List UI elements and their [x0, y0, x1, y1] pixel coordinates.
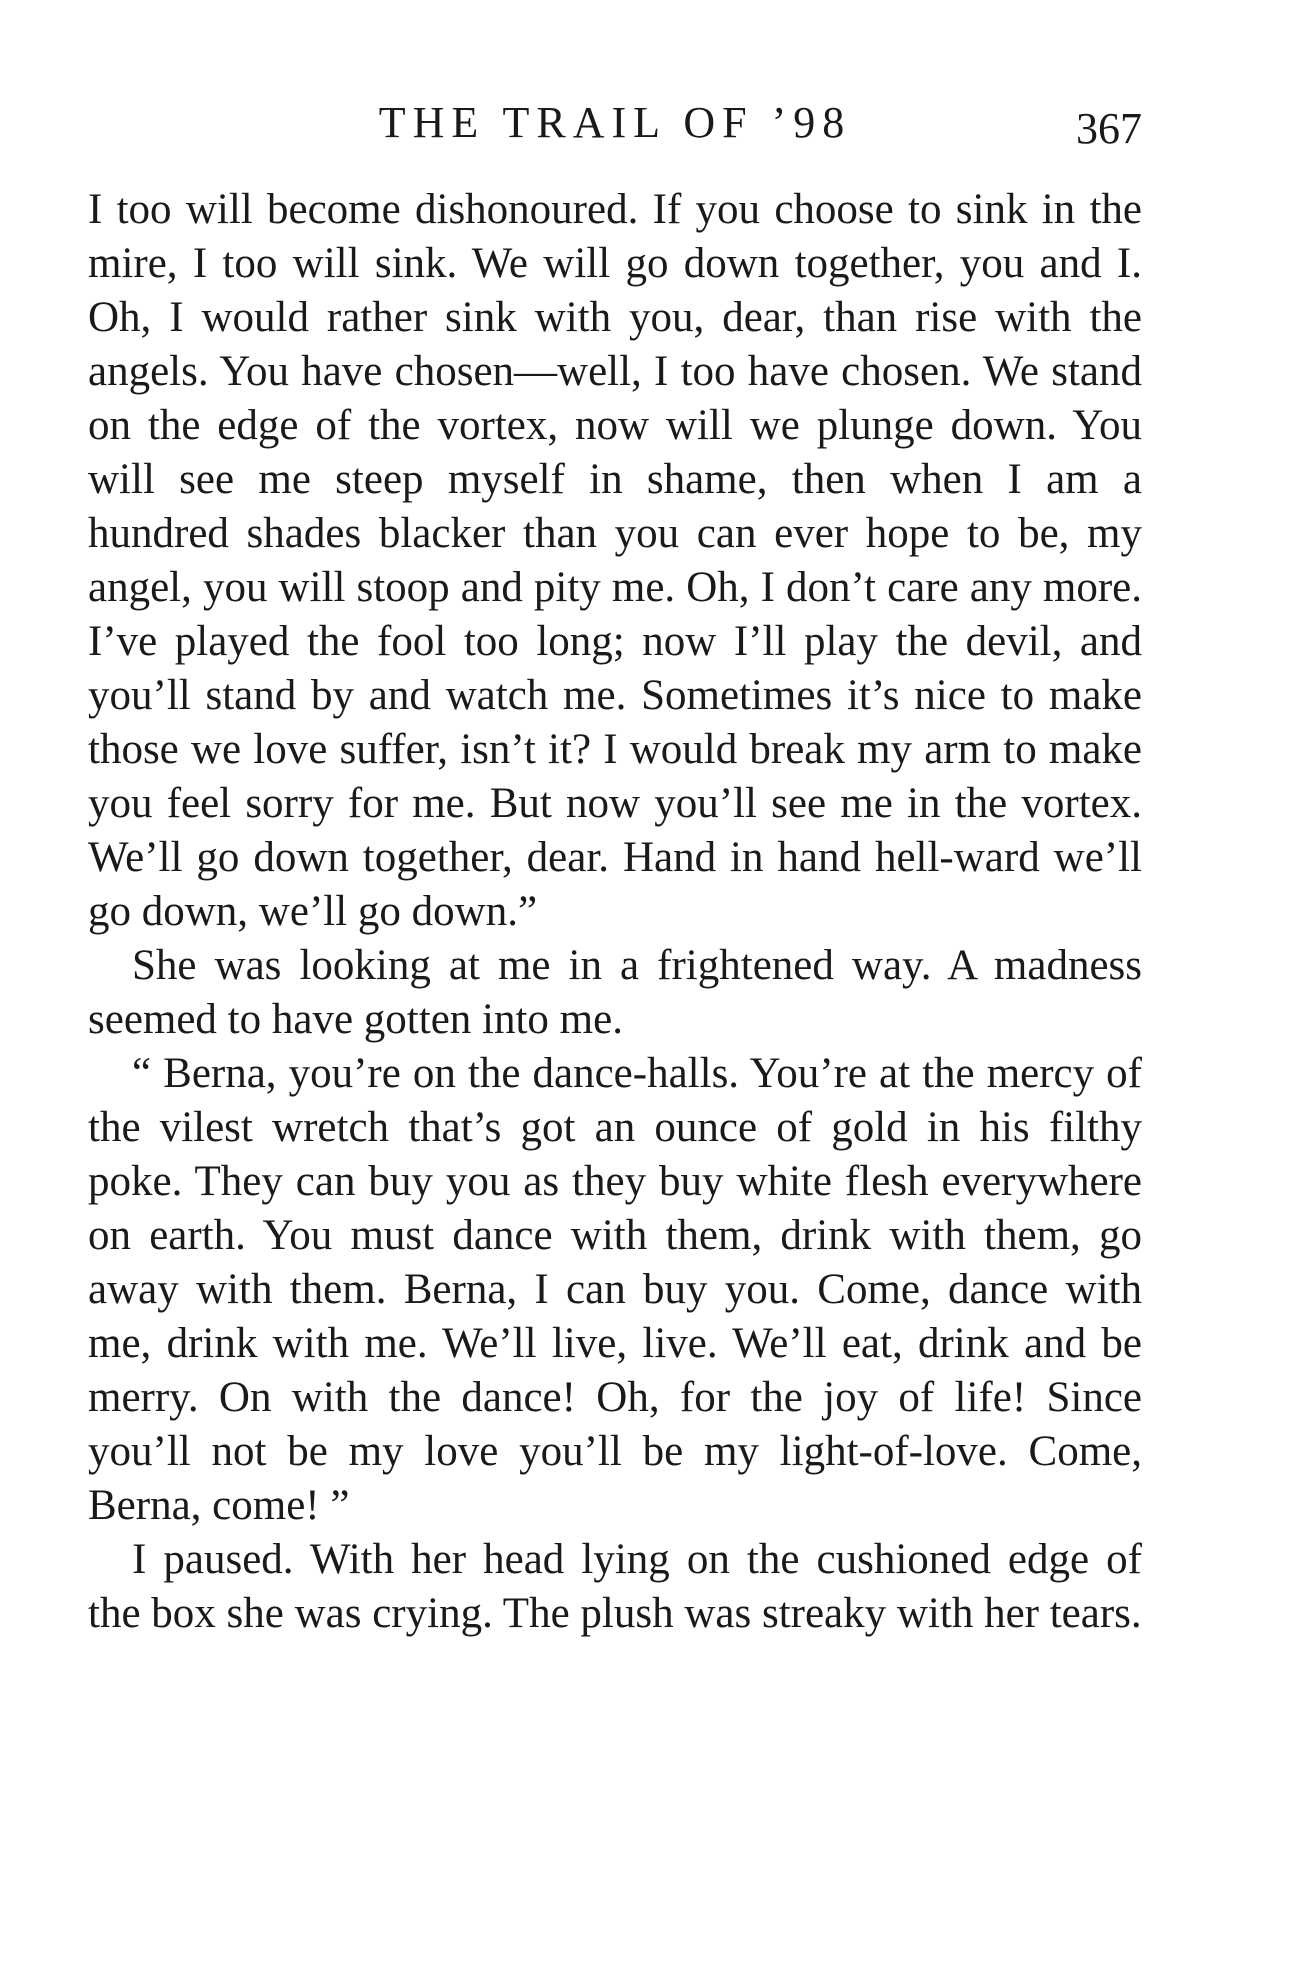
paragraph-continued: I too will become dishonoured. If you choose to sink in the mire, I too will sink. We will go down together, you and I. Oh, I would rather sink with you, dear, than rise with the angels. You have chosen—well, I too have chosen. We stand on the edge of the vortex, now will we plunge down. You will see me steep myself in shame, then when I am a hundred shades blacker than you can ever hope to be, my angel, you will stoop and pity me. Oh, I don’t care any more. I’ve played the fool too long; now I’ll play the devil, and you’ll stand by and watch me. Sometimes it’s nice to make those we love suffer, isn’t it? I would break my arm to make you feel sorry for me. But now you’ll see me in the vortex. We’ll go down together, dear. Hand in hand hell-ward we’ll go down, we’ll go down.” [88, 186, 1142, 935]
body-text [88, 183, 1142, 1641]
paragraph: She was looking at me in a frightened way. A madness seemed to have gotten into me. [88, 942, 1142, 1043]
page-number: 367 [1076, 104, 1142, 153]
running-title: THE TRAIL OF ’98 [378, 98, 852, 147]
page-header [88, 93, 1142, 153]
paragraph: “ Berna, you’re on the dance-halls. You’re at the mercy of the vilest wretch that’s got an ounce of gold in his filthy poke. They can buy you as they buy white flesh everywhere on earth. You must dance with them, drink with them, go away with them. Berna, I can buy you. Come, dance with me, drink with me. We’ll live, live. We’ll eat, drink and be merry. On with the dance! Oh, for the joy of life! Since you’ll not be my love you’ll be my light-of-love. Come, Berna, come! ” [88, 1050, 1142, 1529]
paragraph: I paused. With her head lying on the cushioned edge of the box she was crying. The plush was streaky with her tears. [88, 1536, 1142, 1637]
